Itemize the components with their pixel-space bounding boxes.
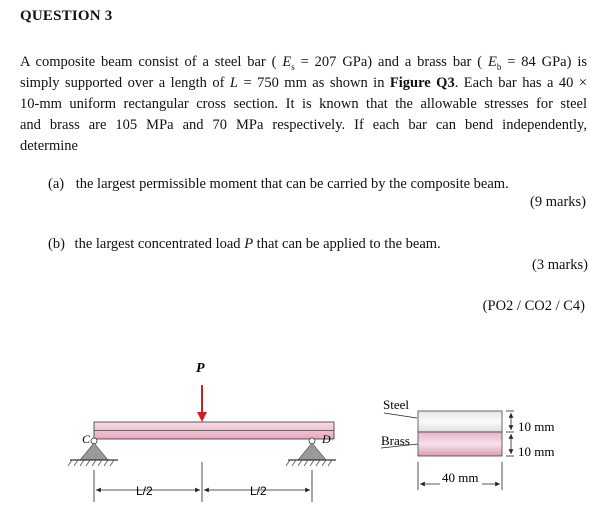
cross-section-steel <box>418 411 502 432</box>
question-heading: QUESTION 3 <box>20 8 113 24</box>
intro-line-1: A composite beam consist of a steel bar ( $E_s = 207$ GPa) and a brass bar ( $E_b = 84$ GPa) is <box>20 54 588 72</box>
part-b-text: the largest concentrated load P that can be applied to the beam. <box>74 236 441 252</box>
symbol-E-steel: E <box>282 54 292 70</box>
label-brass: Brass <box>381 433 410 448</box>
part-a-marks: (9 marks) <box>530 194 586 210</box>
part-a-text: the largest permissible moment that can be carried by the composite beam. <box>75 176 509 192</box>
intro-line-3: 10-mm uniform rectangular cross section. It is known that the allowable stresses for steel <box>20 96 587 112</box>
thickness-dimension <box>506 411 514 456</box>
leader-steel <box>384 413 417 418</box>
support-left-pin <box>68 438 118 466</box>
support-label-d: D <box>322 432 331 446</box>
symbol-L: L <box>229 75 238 91</box>
dim-label-top: 10 mm <box>518 419 555 434</box>
support-label-c: C <box>82 432 91 446</box>
part-b-marks: (3 marks) <box>532 257 588 273</box>
span-label-left: L/2 <box>136 484 153 498</box>
intro-line-4: and brass are 105 MPa and 70 MPa respectively. If each bar can bend independently, <box>20 117 587 133</box>
cross-section-brass <box>418 432 502 456</box>
figure-reference: Figure Q3 <box>389 75 455 91</box>
part-b-label: (b) <box>48 236 65 252</box>
symbol-E-brass: E <box>487 54 497 70</box>
dim-label-width: 40 mm <box>442 470 479 485</box>
span-label-right: L/2 <box>250 484 267 498</box>
label-steel: Steel <box>383 397 409 412</box>
intro-line-5: determine <box>20 138 78 154</box>
outcomes: (PO2 / CO2 / C4) <box>482 298 585 314</box>
span-dimension <box>94 462 312 502</box>
intro-line-2: simply supported over a length of L = 750 mm as shown in Figure Q3. Each bar has a 40 × <box>20 75 587 91</box>
part-a-label: (a) <box>48 176 65 192</box>
load-label-p: P <box>196 361 205 376</box>
dim-label-bottom: 10 mm <box>518 444 555 459</box>
